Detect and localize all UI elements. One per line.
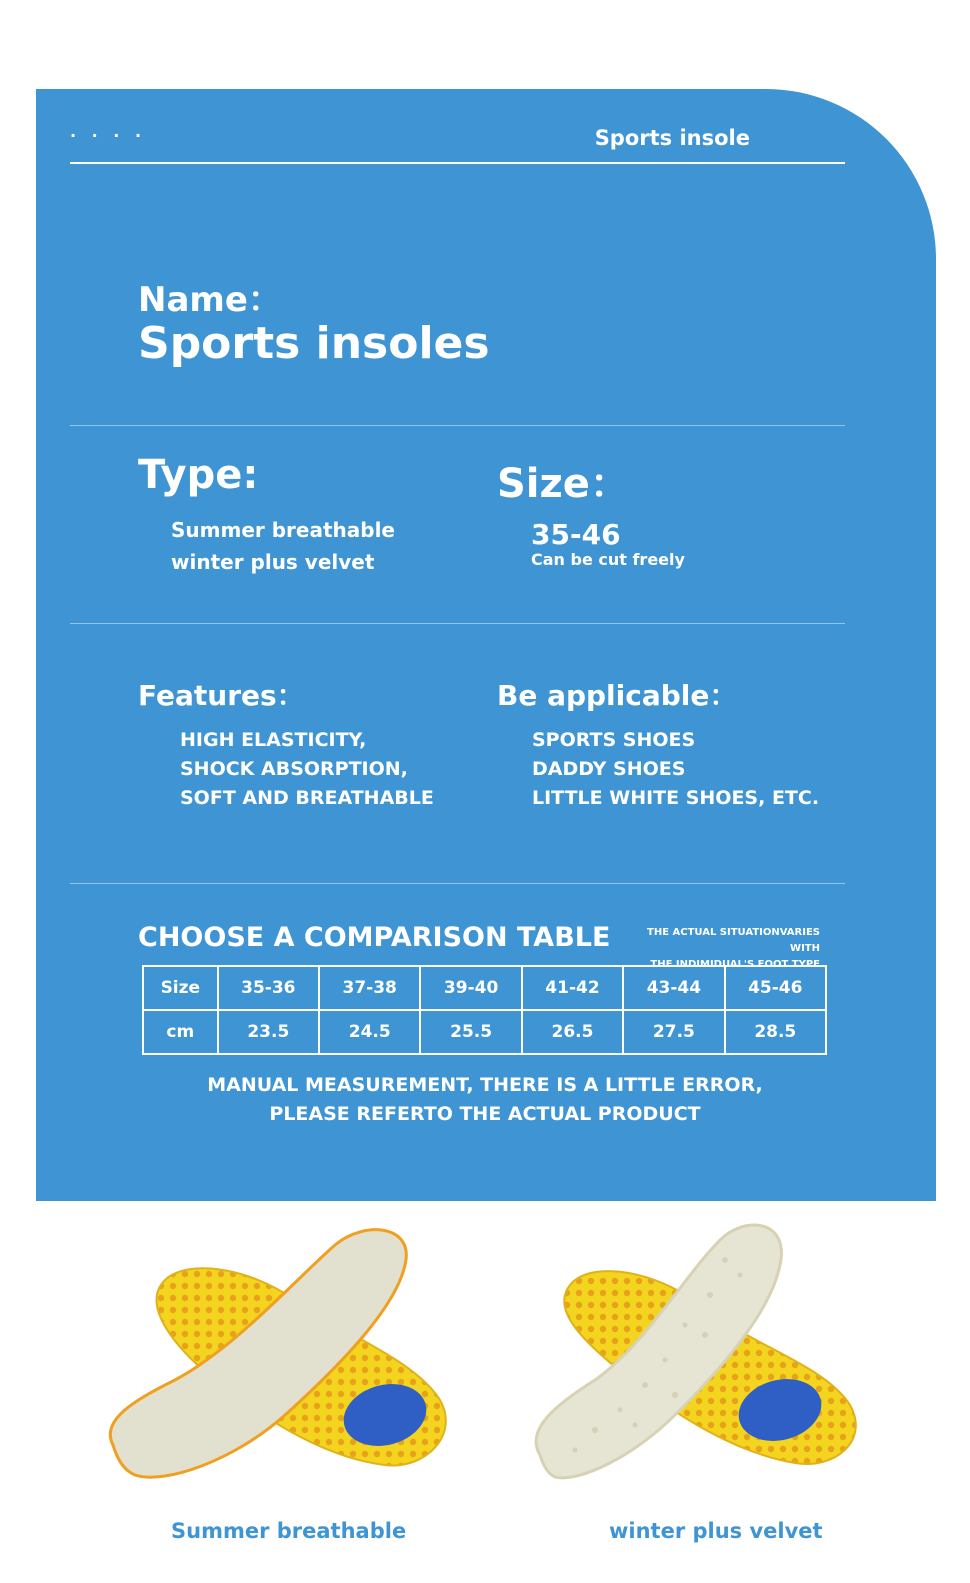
table-cell: 37-38 — [319, 966, 420, 1010]
table-cell: 24.5 — [319, 1010, 420, 1054]
size-label: Size： — [497, 461, 630, 507]
features-line-2: SHOCK ABSORPTION, — [180, 758, 408, 780]
table-cell: 23.5 — [218, 1010, 319, 1054]
applicable-line-3: LITTLE WHITE SHOES, ETC. — [532, 787, 820, 809]
table-cell: 45-46 — [725, 966, 826, 1010]
summer-insole-image — [95, 1220, 465, 1505]
table-row — [143, 1010, 826, 1054]
comparison-title: CHOOSE A COMPARISON TABLE — [138, 922, 611, 953]
type-line-2: winter plus velvet — [171, 550, 375, 574]
section-divider-2 — [70, 623, 845, 624]
applicable-line-2: DADDY SHOES — [532, 758, 686, 780]
section-divider-3 — [70, 883, 845, 884]
applicable-line-1: SPORTS SHOES — [532, 729, 696, 751]
table-cell: 35-36 — [218, 966, 319, 1010]
table-row — [143, 966, 826, 1010]
table-cell: 25.5 — [420, 1010, 521, 1054]
table-cell: cm — [143, 1010, 218, 1054]
name-value: Sports insoles — [138, 318, 490, 369]
size-comparison-table — [142, 965, 827, 1055]
header-title: Sports insole — [594, 126, 750, 150]
features-line-3: SOFT AND BREATHABLE — [180, 787, 434, 809]
section-divider-1 — [70, 425, 845, 426]
product-caption-summer: Summer breathable — [171, 1519, 407, 1543]
table-cell: Size — [143, 966, 218, 1010]
table-cell: 39-40 — [420, 966, 521, 1010]
size-note: Can be cut freely — [531, 550, 685, 569]
table-cell: 43-44 — [623, 966, 724, 1010]
applicable-label: Be applicable： — [497, 679, 738, 712]
type-label: Type: — [138, 452, 259, 498]
footer-note-line-2: PLEASE REFERTO THE ACTUAL PRODUCT — [269, 1103, 701, 1125]
product-caption-winter: winter plus velvet — [609, 1519, 823, 1543]
features-line-1: HIGH ELASTICITY, — [180, 729, 367, 751]
footer-note-line-1: MANUAL MEASUREMENT, THERE IS A LITTLE ERROR, — [207, 1074, 763, 1096]
header-dots: · · · · — [70, 126, 147, 145]
features-label: Features： — [138, 679, 305, 712]
table-cell: 41-42 — [522, 966, 623, 1010]
table-cell: 27.5 — [623, 1010, 724, 1054]
name-label: Name： — [138, 280, 282, 320]
comparison-note-line-2: THE INDIMIDUAL'S FOOT TYPE — [650, 959, 820, 970]
header-divider — [70, 162, 845, 164]
table-cell: 28.5 — [725, 1010, 826, 1054]
type-line-1: Summer breathable — [171, 518, 395, 542]
winter-insole-image — [525, 1215, 875, 1505]
size-range: 35-46 — [531, 518, 621, 551]
table-cell: 26.5 — [522, 1010, 623, 1054]
comparison-note-line-1: THE ACTUAL SITUATIONVARIES WITH — [647, 927, 820, 954]
